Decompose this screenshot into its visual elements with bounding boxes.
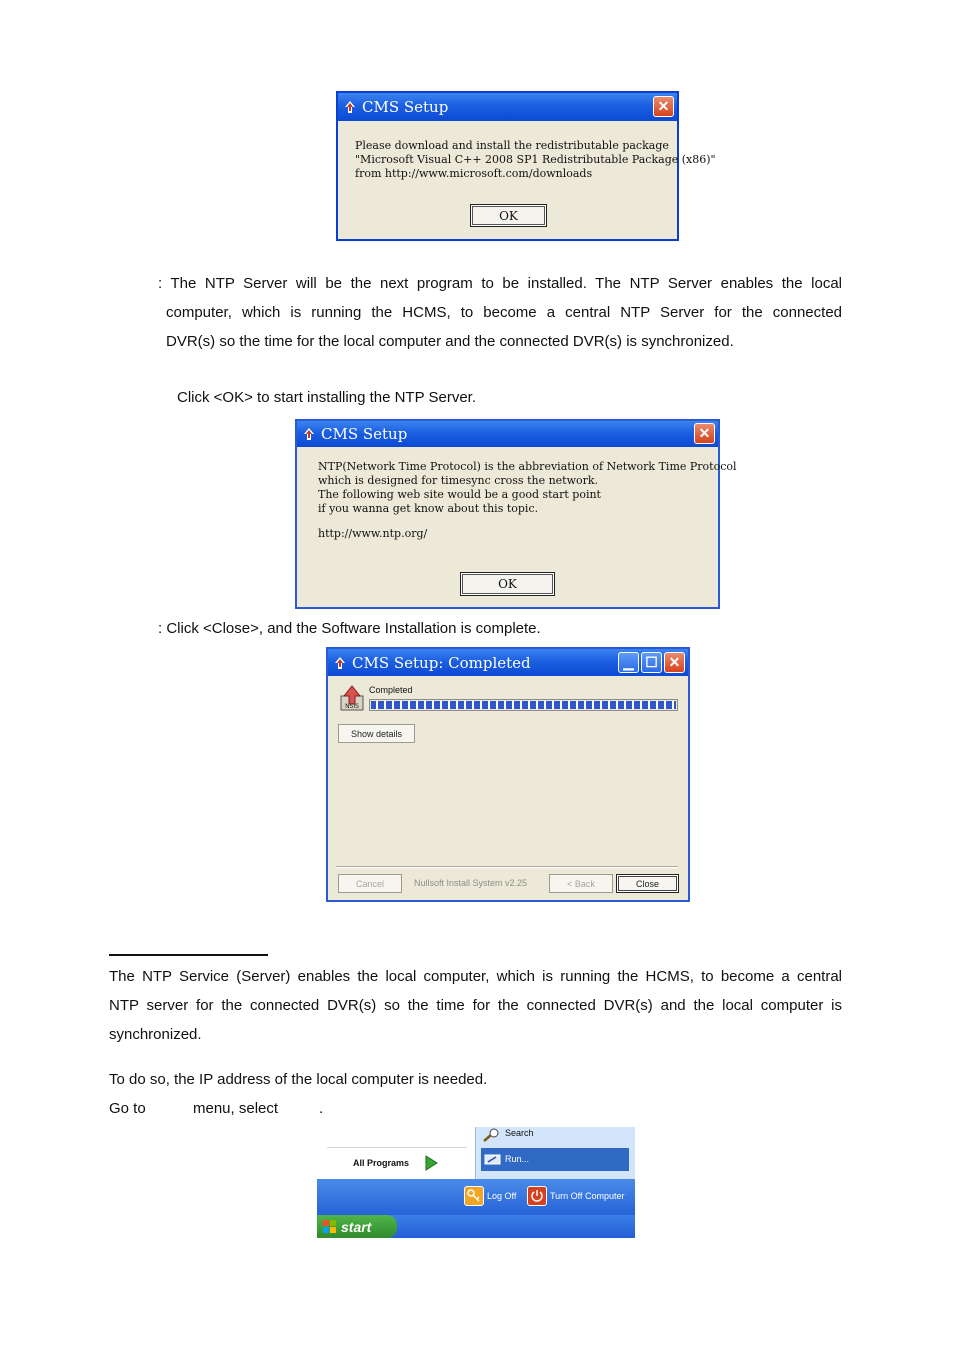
ntp-install-paragraph — [158, 269, 842, 356]
close-icon[interactable]: ✕ — [694, 423, 715, 444]
ntp-line-3: DVR(s) so the time for the local computer and the connected DVR(s) is synchronized. — [166, 333, 734, 350]
search-label[interactable]: Search — [505, 1128, 534, 1138]
ntp-line-1: : The NTP Server will be the next program to be installed. The NTP Server enables the local — [158, 275, 842, 292]
ip-needed-text: To do so, the IP address of the local computer is needed. — [109, 1071, 488, 1088]
installer-icon — [342, 99, 358, 115]
ok-button[interactable]: OK — [460, 572, 555, 596]
green-arrow-icon[interactable] — [423, 1155, 439, 1176]
ntp-url: http://www.ntp.org/ — [318, 527, 428, 540]
setup-completed-dialog — [326, 647, 690, 902]
nsis-branding: Nullsoft Install System v2.25 — [414, 878, 528, 888]
installer-icon — [332, 655, 348, 671]
windows-flag-icon — [323, 1220, 337, 1234]
close-icon[interactable]: ✕ — [653, 96, 674, 117]
run-item-highlight[interactable] — [481, 1148, 629, 1171]
click-ok-instruction: Click <OK> to start installing the NTP Server. — [177, 389, 477, 406]
start-label: start — [341, 1218, 372, 1235]
dialog-titlebar[interactable] — [328, 649, 688, 676]
dialog-title: CMS Setup — [321, 425, 408, 443]
dialog-message: NTP(Network Time Protocol) is the abbreviation of Network Time Protocol which is designed for timesync cross the network. The following web site would be a good start point if you wanna get know about this topic. — [318, 460, 737, 515]
log-off-label[interactable]: Log Off — [487, 1191, 517, 1201]
ntp-line-2: computer, which is running the HCMS, to become a central NTP Server for the connected — [166, 304, 842, 321]
go-to-c: . — [319, 1100, 324, 1117]
run-label: Run... — [505, 1154, 530, 1164]
start-menu-footer — [317, 1179, 635, 1215]
ok-button[interactable]: OK — [470, 204, 547, 227]
go-to-b: menu, select — [193, 1100, 279, 1117]
key-icon[interactable] — [464, 1186, 484, 1206]
back-button[interactable]: < Back — [549, 874, 613, 893]
section-rule — [109, 954, 268, 956]
dialog-titlebar[interactable] — [338, 93, 677, 121]
cancel-button[interactable]: Cancel — [338, 874, 402, 893]
click-close-instruction: : Click <Close>, and the Software Installation is complete. — [158, 620, 541, 637]
progress-bar — [369, 699, 678, 711]
go-to-a: Go to — [109, 1100, 146, 1117]
go-to-text — [109, 1100, 369, 1120]
minimize-icon[interactable]: ▁ — [618, 652, 639, 673]
dialog-titlebar[interactable] — [297, 421, 718, 447]
all-programs-label[interactable]: All Programs — [353, 1158, 410, 1168]
turn-off-label[interactable]: Turn Off Computer — [550, 1191, 625, 1201]
status-text: Completed — [369, 685, 413, 695]
power-icon[interactable] — [527, 1186, 547, 1206]
footer-divider — [336, 866, 678, 868]
close-button[interactable]: Close — [616, 874, 679, 893]
ntp-service-line-3: synchronized. — [109, 1026, 202, 1043]
start-menu-right-pane — [475, 1127, 635, 1179]
ntp-service-line-2: NTP server for the connected DVR(s) so the time for the connected DVR(s) and the local computer is — [109, 997, 842, 1014]
menu-divider — [327, 1147, 467, 1148]
run-icon — [484, 1153, 502, 1171]
dialog-title: CMS Setup: Completed — [352, 653, 531, 672]
dialog-title: CMS Setup — [362, 98, 449, 116]
maximize-icon[interactable]: ☐ — [641, 652, 662, 673]
nsis-icon — [338, 684, 366, 712]
start-menu-screenshot — [317, 1127, 635, 1238]
start-menu-left-pane — [317, 1127, 475, 1179]
show-details-button[interactable]: Show details — [338, 724, 415, 743]
search-icon[interactable] — [482, 1128, 500, 1147]
start-button[interactable] — [317, 1215, 397, 1238]
ntp-service-paragraph — [109, 962, 842, 1049]
ntp-service-line-1: The NTP Service (Server) enables the local computer, which is running the HCMS, to become a central — [109, 968, 842, 985]
installer-icon — [301, 426, 317, 442]
ntp-info-dialog — [295, 419, 737, 609]
close-icon[interactable]: ✕ — [664, 652, 685, 673]
svg-text:NSIS: NSIS — [345, 703, 359, 710]
dialog-message: Please download and install the redistributable package "Microsoft Visual C++ 2008 SP1 Redistributable Package (x86)" from http://www.microsoft.com/downloads — [355, 139, 716, 180]
vc-redist-dialog — [336, 91, 716, 241]
